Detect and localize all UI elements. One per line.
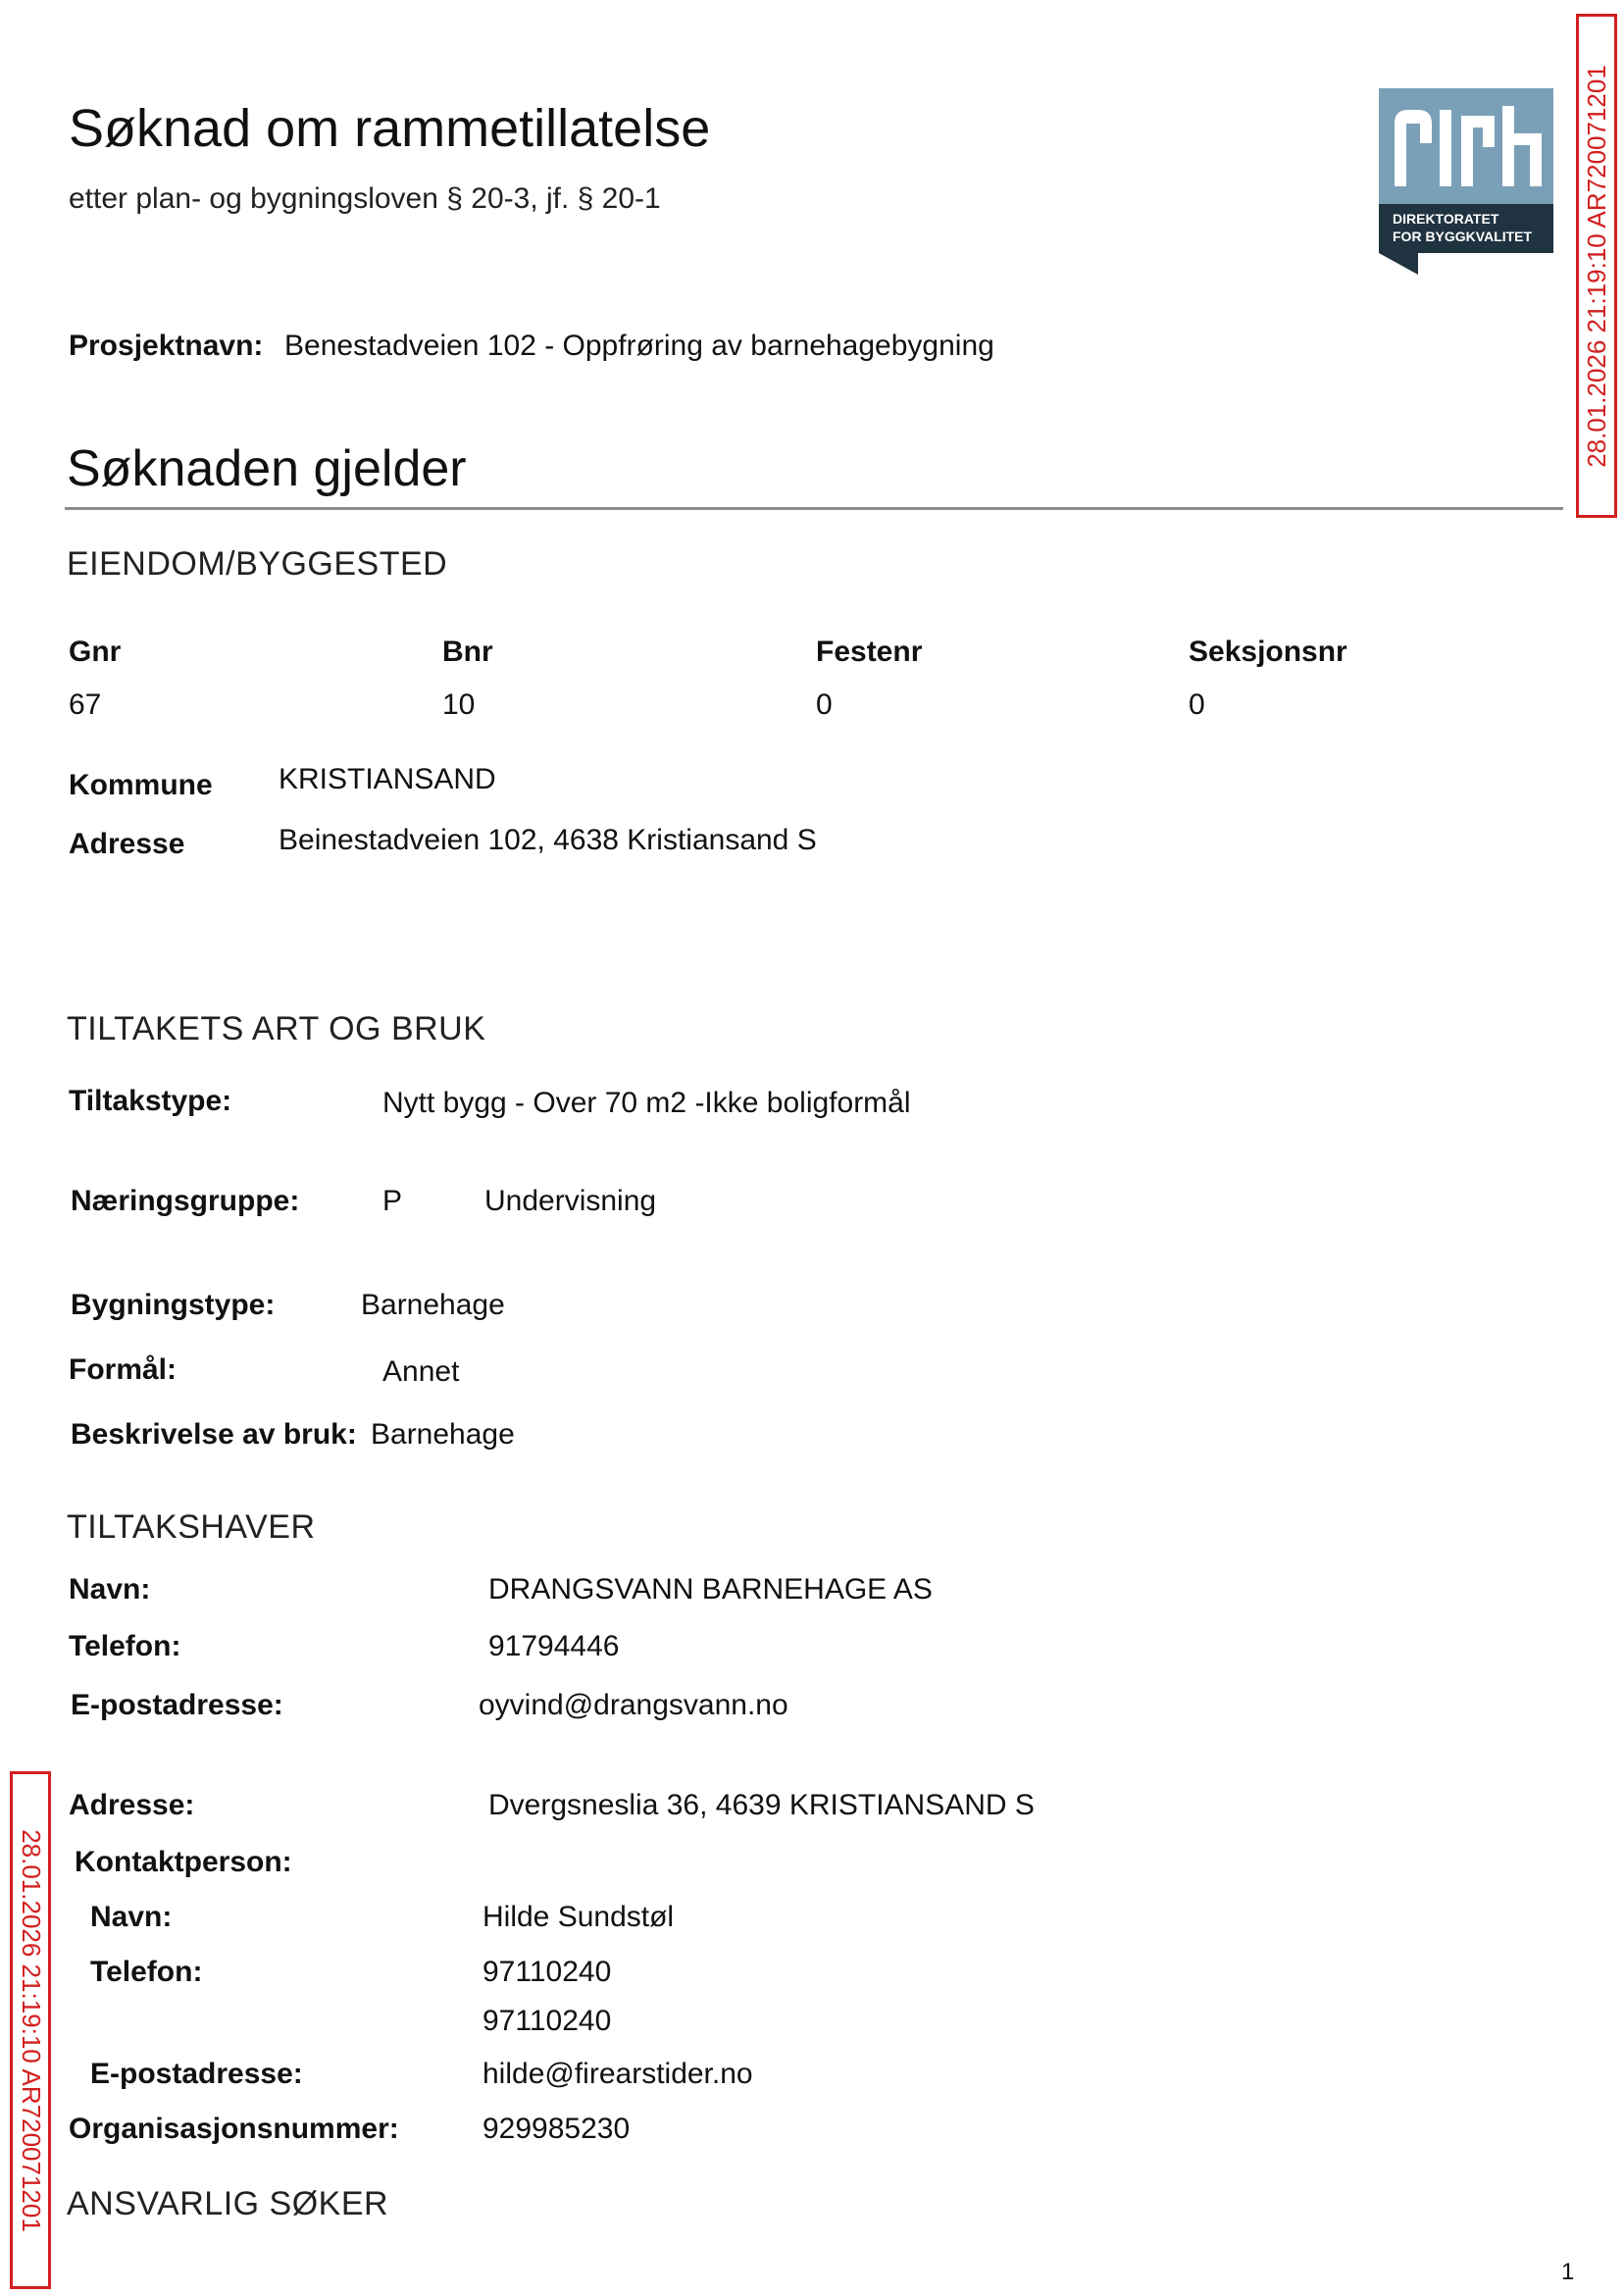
document-subtitle: etter plan- og bygningsloven § 20-3, jf. § 20-1 [69, 182, 661, 215]
orgnr-value: 929985230 [482, 2113, 631, 2145]
beskrivelse-value: Barnehage [371, 1418, 515, 1451]
tiltakstype-value: Nytt bygg - Over 70 m2 -Ikke boligformål [382, 1087, 911, 1119]
kontakt-telefon-value-2: 97110240 [482, 2005, 612, 2037]
tiltak-heading: TILTAKETS ART OG BRUK [67, 1010, 486, 1047]
bygningstype-label: Bygningstype: [71, 1289, 276, 1321]
tiltakshaver-adresse-value: Dvergsneslia 36, 4639 KRISTIANSAND S [488, 1789, 1035, 1821]
tiltakstype-label: Tiltakstype: [69, 1085, 232, 1117]
tiltakshaver-navn-label: Navn: [69, 1573, 151, 1606]
section-divider [65, 507, 1563, 510]
formal-label: Formål: [69, 1353, 178, 1386]
tiltakshaver-adresse-label: Adresse: [69, 1789, 195, 1821]
bnr-value: 10 [442, 688, 476, 721]
naeringsgruppe-label: Næringsgruppe: [71, 1185, 300, 1217]
bygningstype-value: Barnehage [361, 1289, 505, 1321]
adresse-value: Beinestadveien 102, 4638 Kristiansand S [279, 824, 817, 856]
tiltakshaver-epost-value: oyvind@drangsvann.no [479, 1689, 788, 1721]
stamp-text: 28.01.2026 21:19:10 AR720071201 [1581, 64, 1611, 468]
project-value: Benestadveien 102 - Oppfrøring av barnehagebygning [284, 330, 994, 362]
festenr-value: 0 [816, 688, 833, 721]
kontakt-telefon-value: 97110240 [482, 1956, 612, 1988]
timestamp-stamp-right [1576, 14, 1617, 518]
naeringsgruppe-code: P [382, 1185, 403, 1217]
kontakt-epost-label: E-postadresse: [90, 2058, 303, 2090]
tiltakshaver-telefon-label: Telefon: [69, 1630, 181, 1662]
seksjonsnr-label: Seksjonsnr [1189, 636, 1347, 668]
kontakt-epost-value: hilde@firearstider.no [482, 2058, 753, 2090]
kontakt-navn-label: Navn: [90, 1901, 173, 1933]
dibk-logo [1379, 88, 1553, 275]
ansvarlig-heading: ANSVARLIG SØKER [67, 2185, 389, 2222]
kommune-value: KRISTIANSAND [279, 763, 496, 795]
adresse-label: Adresse [69, 828, 185, 860]
seksjonsnr-value: 0 [1189, 688, 1205, 721]
stamp-text: 28.01.2026 21:19:10 AR720071201 [16, 1828, 46, 2232]
beskrivelse-label: Beskrivelse av bruk: [71, 1418, 357, 1451]
formal-value: Annet [382, 1355, 460, 1388]
bnr-label: Bnr [442, 636, 493, 668]
naeringsgruppe-value: Undervisning [484, 1185, 657, 1217]
tiltakshaver-navn-value: DRANGSVANN BARNEHAGE AS [488, 1573, 933, 1606]
svg-text:FOR BYGGKVALITET: FOR BYGGKVALITET [1393, 229, 1533, 244]
kontakt-navn-value: Hilde Sundstøl [482, 1901, 675, 1933]
dibk-logo-icon [1379, 88, 1553, 275]
kontaktperson-label: Kontaktperson: [75, 1846, 292, 1878]
kontakt-telefon-label: Telefon: [90, 1956, 203, 1988]
document-title: Søknad om rammetillatelse [69, 99, 711, 158]
timestamp-stamp-left [10, 1771, 51, 2289]
gnr-value: 67 [69, 688, 102, 721]
tiltakshaver-telefon-value: 91794446 [488, 1630, 620, 1662]
festenr-label: Festenr [816, 636, 923, 668]
page-number: 1 [1561, 2259, 1575, 2285]
tiltakshaver-epost-label: E-postadresse: [71, 1689, 283, 1721]
property-heading: EIENDOM/BYGGESTED [67, 545, 448, 583]
tiltakshaver-heading: TILTAKSHAVER [67, 1508, 316, 1546]
gnr-label: Gnr [69, 636, 122, 668]
section-title: Søknaden gjelder [67, 440, 467, 497]
project-label: Prosjektnavn: [69, 330, 264, 362]
kommune-label: Kommune [69, 769, 213, 801]
svg-text:DIREKTORATET: DIREKTORATET [1393, 211, 1499, 227]
orgnr-label: Organisasjonsnummer: [69, 2113, 399, 2145]
